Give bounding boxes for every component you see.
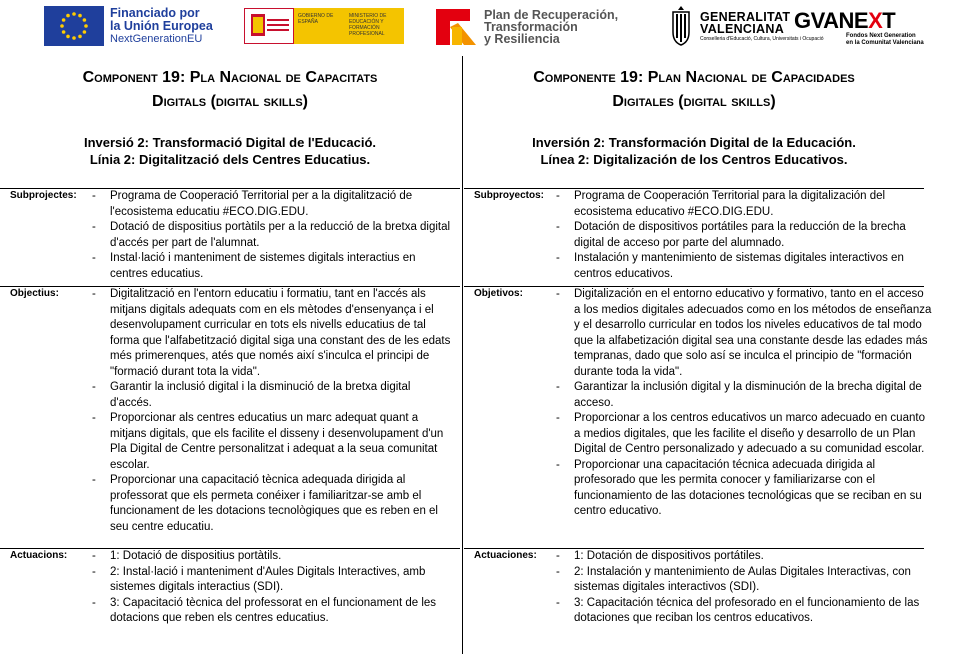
plan-recuperacion-logo (436, 7, 618, 47)
section-label: Actuacions: (10, 550, 68, 561)
list-item: - 3: Capacitació tècnica del professorat en el funcionament de les dotacions que reben els centres educatius. (92, 596, 452, 627)
list-item: - 2: Instalación y mantenimiento de Aulas Digitales Interactivas, con sistemas digitales interactivos (SDI). (556, 565, 932, 596)
section-actions (0, 548, 460, 649)
list-item: - Instal·lació i manteniment de sistemes digitals interactius en centres educatius. (92, 251, 452, 282)
list-item: - Programa de Cooperación Territorial para la digitalización del ecosistema educativo #ECO.DIG.EDU. (556, 189, 932, 220)
list-item: - Instalación y mantenimiento de sistemas digitales interactivos en centros educativos. (556, 251, 932, 282)
section-subprojects (464, 188, 924, 287)
column-divider (462, 56, 463, 654)
eu-line1: Financiado por (110, 5, 200, 20)
investment-subtitle (0, 135, 460, 168)
gvanext-sub1: Fondos Next Generation (846, 33, 916, 39)
section-list (92, 287, 452, 535)
list-item: - Dotació de dispositius portàtils per a la reducció de la bretxa digital d'accés per part de l'alumnat. (92, 220, 452, 251)
component-title-line2: Digitales (digital skills) (612, 93, 776, 110)
section-list (556, 189, 932, 282)
section-label: Objetivos: (474, 288, 523, 299)
section-subprojects (0, 188, 460, 287)
generalitat-line1: GENERALITAT (700, 9, 791, 24)
investment-subtitle (464, 135, 924, 168)
gvanext-title-a: GVANE (794, 8, 869, 33)
section-list (556, 287, 932, 520)
gvanext-title-t: T (882, 8, 896, 33)
gvanext-logo (794, 9, 924, 47)
section-actions (464, 548, 924, 649)
logo-bar (0, 0, 959, 56)
section-label: Objectius: (10, 288, 59, 299)
list-item: - Proporcionar una capacitació tècnica adequada dirigida al professorat que els permeta conéixer i familiaritzar-se amb el funcionament de les dotacions tecnològiques que es reben en el seu centre educatiu. (92, 473, 452, 535)
section-label: Subproyectos: (474, 190, 545, 201)
component-title-line1: Componente 19: Plan Nacional de Capacidades (533, 69, 855, 86)
gobierno-logo (244, 8, 404, 44)
list-item: - Garantizar la inclusión digital y la disminución de la brecha digital de acceso. (556, 380, 932, 411)
section-list (92, 549, 452, 627)
prtr-line1: Plan de Recuperación, (484, 8, 619, 22)
list-item: - 1: Dotación de dispositivos portátiles. (556, 549, 932, 565)
list-item: - Digitalización en el entorno educativo y formativo, tanto en el acceso a los medios digitales adecuados como en los métodos de enseñanza y el desarrollo curricular en todos los niveles educativos de tal modo que la alfabetización digital sea una constante desde las edades más tempranas, dado que solo así se inculca el principio de "formación durante toda la vida". (556, 287, 932, 380)
component-title-line2: Digitals (digital skills) (152, 93, 308, 110)
list-item: - Digitalització en l'entorn educatiu i formatiu, tant en l'accés als mitjans digitals adequats com en els mètodes d'ensenyança i el desenvolupament curricular en tots els nivells educatius de tal forma que l'alfabetització digital siga una constant des de les edats més primerenques, atés que només així s'inculca el principi de "formació durant tota la vida". (92, 287, 452, 380)
generalitat-shield-icon (670, 6, 692, 46)
spain-coat-of-arms-icon (244, 8, 294, 44)
list-item: - 2: Instal·lació i manteniment d'Aules Digitals Interactives, amb sistemes digitals interactius (SDI). (92, 565, 452, 596)
investment-line: Inversió 2: Transformació Digital de l'Educació. (83, 135, 377, 150)
list-item: - Proporcionar una capacitación técnica adecuada dirigida al profesorado que les permita conocer y familiarizarse con el funcionamiento de las dotaciones tecnológicas que se reciban en su centro educativo. (556, 458, 932, 520)
list-item: - Proporcionar als centres educatius un marc adequat quant a mitjans digitals, que els facilite el disseny i desenvolupament d'un Pla Digital de Centre personalitzat i adequat a la seua comunitat escolar. (92, 411, 452, 473)
list-item: - 1: Dotació de dispositius portàtils. (92, 549, 452, 565)
prtr-line3: y Resiliencia (484, 32, 560, 46)
component-title (464, 66, 924, 114)
ministerio-label: MINISTERIO DE EDUCACIÓN Y FORMACIÓN PROFESIONAL (349, 13, 387, 37)
gvanext-sub2: en la Comunitat Valenciana (846, 40, 924, 46)
eu-line2: la Unión Europea (110, 18, 213, 33)
section-list (92, 189, 452, 282)
list-item: - Programa de Cooperació Territorial per a la digitalització de l'ecosistema educatiu #ECO.DIG.EDU. (92, 189, 452, 220)
list-item: - 3: Capacitación técnica del profesorado en el funcionamiento de las dotaciones que reciban los centros educativos. (556, 596, 932, 627)
eu-logo (44, 6, 213, 46)
prtr-line2: Transformación (484, 20, 578, 34)
section-label: Subprojectes: (10, 190, 77, 201)
component-title (0, 66, 460, 114)
component-title-line1: Component 19: Pla Nacional de Capacitats (82, 69, 378, 86)
section-list (556, 549, 932, 627)
list-item: - Dotación de dispositivos portátiles para la reducción de la brecha digital de acceso por parte del alumnado. (556, 220, 932, 251)
list-item: - Proporcionar a los centros educativos un marco adecuado en cuanto a medios digitales, que les facilite el diseño y desarrollo de un Plan Digital de Centro personalizado y adecuado a su comunidad escolar. (556, 411, 932, 458)
section-objectives (0, 286, 460, 549)
line-line: Línia 2: Digitalització dels Centres Educatius. (89, 151, 371, 167)
line-line: Línea 2: Digitalización de los Centros Educativos. (540, 151, 848, 167)
eu-flag-icon (44, 6, 104, 46)
section-label: Actuaciones: (474, 550, 537, 561)
prtr-mark-icon (436, 7, 476, 47)
eu-line3: NextGenerationEU (110, 32, 203, 45)
generalitat-sub: Conselleria d'Educació, Cultura, Universitats i Ocupació (700, 35, 824, 42)
investment-line: Inversión 2: Transformación Digital de la Educación. (532, 135, 856, 150)
section-objectives (464, 286, 932, 549)
generalitat-line2: VALENCIANA (700, 21, 785, 36)
gobierno-label: GOBIERNO DE ESPAÑA (298, 13, 334, 25)
list-item: - Garantir la inclusió digital i la disminució de la bretxa digital d'accés. (92, 380, 452, 411)
gvanext-title-x: X (868, 8, 883, 33)
